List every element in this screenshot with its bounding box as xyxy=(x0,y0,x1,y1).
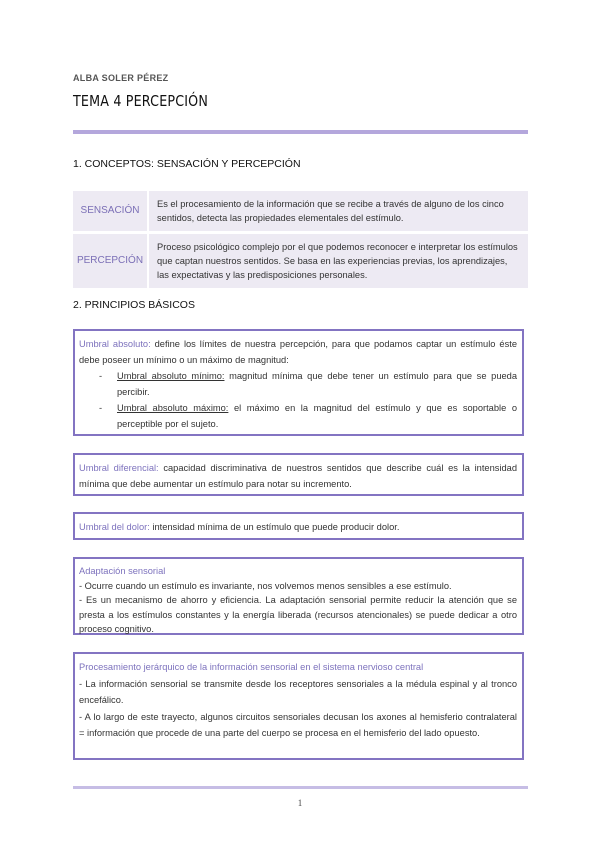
term-sensacion: SENSACIÓN xyxy=(73,191,149,231)
table-row xyxy=(73,234,528,288)
adaptacion-title: Adaptación sensorial xyxy=(79,566,166,576)
jerarquico-line-2: - A lo largo de este trayecto, algunos circuitos sensoriales decusan los axones al hemisferio contralateral = información que procede de una parte del cuerpo se procesa en el hemisferio del lado opuesto. xyxy=(79,711,517,738)
page-title: TEMA 4 PERCEPCIÓN xyxy=(73,92,209,110)
bullet-dash: - xyxy=(99,403,103,413)
section-heading-conceptos: 1. CONCEPTOS: SENSACIÓN Y PERCEPCIÓN xyxy=(73,158,301,170)
page-number: 1 xyxy=(297,798,303,808)
umbral-dolor-box xyxy=(73,512,524,540)
term-percepcion: PERCEPCIÓN xyxy=(73,234,149,288)
adaptacion-line-2: - Es un mecanismo de ahorro y eficiencia. La adaptación sensorial permite reducir la atención que se presta a los estímulos constantes y la energía liberada (recursos atencionales) se puede dedicar a otro proceso cognitivo. xyxy=(79,595,517,634)
umbral-minimo-label: Umbral absoluto mínimo: xyxy=(117,371,225,381)
umbral-maximo-label: Umbral absoluto máximo: xyxy=(117,403,229,413)
umbral-absoluto-box xyxy=(73,329,524,436)
adaptacion-line-1: - Ocurre cuando un estímulo es invariante, nos volvemos menos sensibles a ese estímulo. xyxy=(79,580,452,591)
definition-percepcion: Proceso psicológico complejo por el que podemos reconocer e interpretar los estímulos que captan nuestros sentidos. Se basa en las experiencias previas, los aprendizajes, las expectativas y las predisposiciones personales. xyxy=(149,234,528,288)
definition-sensacion: Es el procesamiento de la información que se recibe a través de alguno de los cinco sentidos, detecta las propiedades elementales del estímulo. xyxy=(149,191,528,231)
list-item xyxy=(79,400,517,432)
list-item xyxy=(79,368,517,400)
umbral-absoluto-intro xyxy=(79,336,517,368)
procesamiento-jerarquico-box xyxy=(73,652,524,760)
umbral-minimo-text: magnitud mínima que debe tener un estímulo para que se pueda percibir. xyxy=(117,371,517,397)
umbral-absoluto-label: Umbral absoluto: xyxy=(79,339,151,349)
bullet-dash: - xyxy=(99,371,103,381)
table-row xyxy=(73,191,528,231)
adaptacion-sensorial-box xyxy=(73,557,524,635)
section-heading-principios: 2. PRINCIPIOS BÁSICOS xyxy=(73,299,195,311)
umbral-absoluto-text: define los límites de nuestra percepción, para que podamos captar un estímulo éste debe poseer un mínimo o un máximo de magnitud: xyxy=(79,339,517,365)
umbral-diferencial-label: Umbral diferencial: xyxy=(79,463,159,473)
umbral-dolor-text: intensidad mínima de un estímulo que puede producir dolor. xyxy=(149,522,400,532)
jerarquico-title: Procesamiento jerárquico de la información sensorial en el sistema nervioso central xyxy=(79,662,424,672)
umbral-maximo-text: el máximo en la magnitud del estímulo y que es soportable o perceptible por el sujeto. xyxy=(117,403,517,429)
author-name: ALBA SOLER PÉREZ xyxy=(73,73,169,83)
jerarquico-line-1: - La información sensorial se transmite desde los receptores sensoriales a la médula espinal y al tronco encefálico. xyxy=(79,678,517,705)
concepts-table xyxy=(73,188,528,291)
umbral-diferencial-box xyxy=(73,453,524,496)
umbral-dolor-label: Umbral del dolor: xyxy=(79,522,150,532)
umbral-diferencial-text: capacidad discriminativa de nuestros sentidos que describe cuál es la intensidad mínima que debe aumentar un estímulo para notar su incremento. xyxy=(79,463,517,489)
header-divider xyxy=(73,130,528,134)
footer-divider xyxy=(73,786,528,789)
